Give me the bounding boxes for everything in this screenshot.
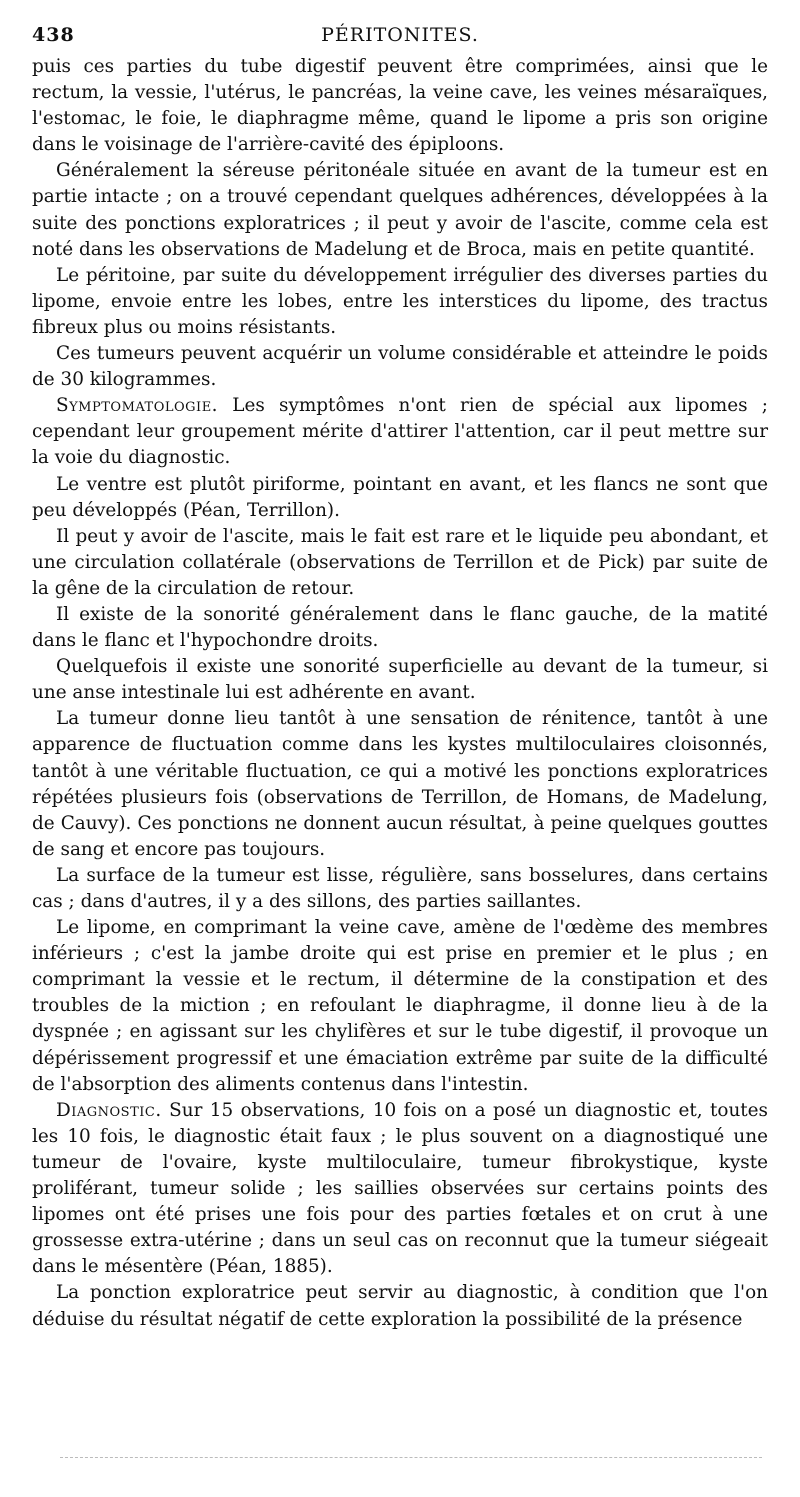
- paragraph: [32, 341, 768, 393]
- paragraph-text: Le ventre est plutôt piriforme, pointant en avant, et les flancs ne sont que peu développés (Péan, Terrillon).: [32, 473, 768, 521]
- paragraph-text: Il existe de la sonorité généralement dans le flanc gauche, de la matité dans le flanc et l'hypochondre droits.: [32, 603, 768, 652]
- paragraph-text: La ponction exploratrice peut servir au diagnostic, à condition que l'on déduise du résultat négatif de cette exploration la possibilité de la présence: [32, 1282, 768, 1330]
- book-page: [32, 24, 768, 1333]
- paragraph-text: Généralement la séreuse péritonéale située en avant de la tumeur est en partie intacte ; on a trouvé cependant quelques adhérences, développées à la suite des ponctions exploratrices ; il peut y avoir de l'ascite, comme cela est noté dans les observations de Madelung et de Broca, mais en petite quantité.: [32, 160, 768, 260]
- paragraph: [32, 393, 768, 471]
- footer-divider: [60, 1457, 762, 1458]
- paragraph-text: Le lipome, en comprimant la veine cave, amène de l'œdème des membres inférieurs ; c'est la jambe droite qui est prise en premier et le plus ; en comprimant la vessie et le rectum, il détermine de la constipation et des troubles de la miction ; en refoulant le diaphragme, il donne lieu à de la dyspnée ; en agissant sur les chylifères et sur le tube digestif, il provoque un dépérissement progressif et une émaciation extrême par suite de la difficulté de l'absorption des aliments contenus dans l'intestin.: [32, 917, 768, 1095]
- section-heading-diagnostic: Diagnostic.: [56, 1099, 162, 1121]
- section-heading-symptomatologie: Symptomatologie.: [56, 395, 219, 417]
- paragraph: [32, 654, 768, 706]
- paragraph: [32, 602, 768, 654]
- running-head: [32, 24, 768, 54]
- paragraph: [32, 1098, 768, 1281]
- paragraph: [32, 706, 768, 863]
- body-text: [32, 54, 768, 1333]
- paragraph-text: Il peut y avoir de l'ascite, mais le fait est rare et le liquide peu abondant, et une circulation collatérale (observations de Terrillon et de Pick) par suite de la gêne de la circulation de retour.: [32, 525, 768, 599]
- running-title: PÉRITONITES.: [321, 24, 479, 46]
- paragraph: [32, 54, 768, 158]
- paragraph: [32, 863, 768, 915]
- paragraph: [32, 158, 768, 262]
- paragraph-text: La tumeur donne lieu tantôt à une sensation de rénitence, tantôt à une apparence de fluctuation comme dans les kystes multiloculaires cloisonnés, tantôt à une véritable fluctuation, ce qui a motivé les ponctions exploratrices répétées plusieurs fois (observations de Terrillon, de Homans, de Madelung, de Cauvy). Ces ponctions ne donnent aucun résultat, à peine quelques gouttes de sang et encore pas toujours.: [32, 708, 768, 860]
- paragraph-text: Le péritoine, par suite du développement irrégulier des diverses parties du lipome, envoie entre les lobes, entre les interstices du lipome, des tractus fibreux plus ou moins résistants.: [32, 264, 768, 338]
- page-number: 438: [32, 24, 75, 46]
- paragraph-text: Les symptômes n'ont rien de spécial aux lipomes ; cependant leur groupement mérite d'attirer l'attention, car il peut mettre sur la voie du diagnostic.: [32, 395, 768, 469]
- paragraph-text: La surface de la tumeur est lisse, régulière, sans bosselures, dans certains cas ; dans d'autres, il y a des sillons, des parties saillantes.: [32, 864, 768, 912]
- paragraph-text: Sur 15 observations, 10 fois on a posé un diagnostic et, toutes les 10 fois, le diagnostic était faux ; le plus souvent on a diagnostiqué une tumeur de l'ovaire, kyste multiloculaire, tumeur fibrokystique, kyste proliférant, tumeur solide ; les saillies observées sur certains points des lipomes ont été prises une fois pour des parties fœtales et on crut à une grossesse extra-utérine ; dans un seul cas on reconnut que la tumeur siégeait dans le mésentère (Péan, 1885).: [32, 1099, 768, 1278]
- paragraph-text: Quelquefois il existe une sonorité superficielle au devant de la tumeur, si une anse intestinale lui est adhérente en avant.: [32, 656, 768, 704]
- paragraph: [32, 1280, 768, 1332]
- paragraph: [32, 915, 768, 1098]
- paragraph: [32, 524, 768, 602]
- paragraph-text: Ces tumeurs peuvent acquérir un volume considérable et atteindre le poids de 30 kilogrammes.: [32, 343, 768, 391]
- paragraph: [32, 263, 768, 341]
- paragraph-text: puis ces parties du tube digestif peuvent être comprimées, ainsi que le rectum, la vessie, l'utérus, le pancréas, la veine cave, les veines mésaraïques, l'estomac, le foie, le diaphragme même, quand le lipome a pris son origine dans le voisinage de l'arrière-cavité des épiploons.: [32, 56, 768, 156]
- paragraph: [32, 472, 768, 524]
